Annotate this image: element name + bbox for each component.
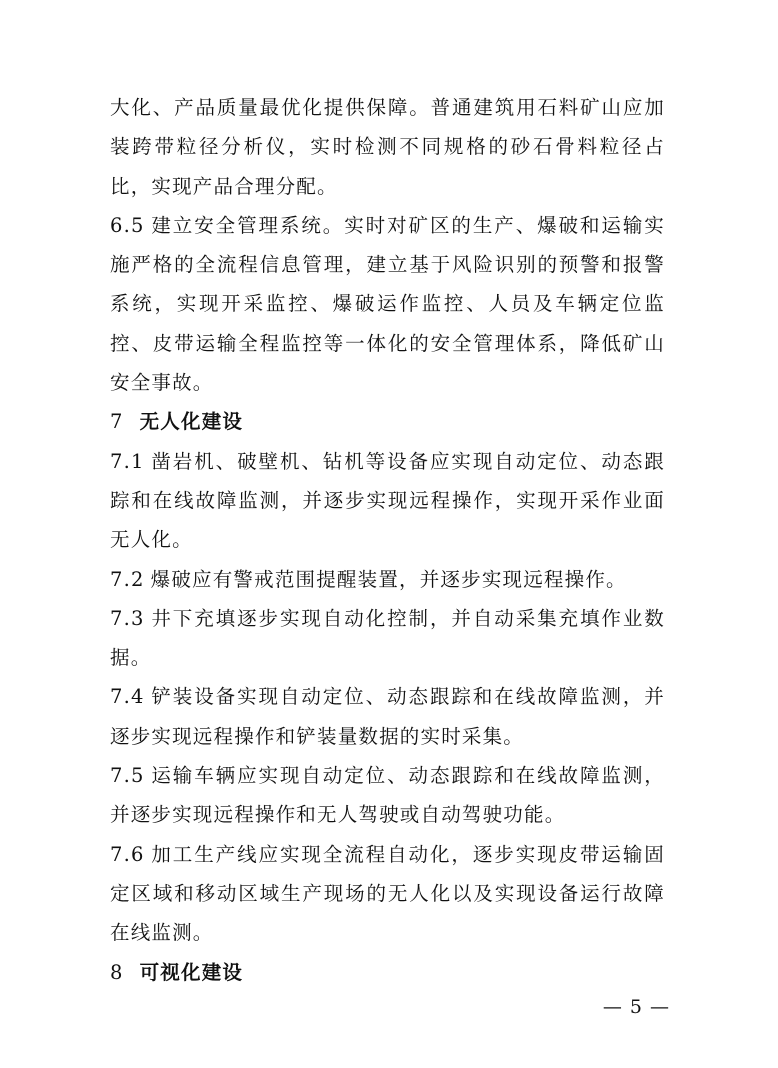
section-number: 6.5 xyxy=(110,213,145,237)
paragraph-7-2: 7.2 爆破应有警戒范围提醒装置，并逐步实现远程操作。 xyxy=(110,567,627,591)
section-number: 7.3 xyxy=(110,606,145,630)
paragraph-continuation: 大化、产品质量最优化提供保障。普通建筑用石料矿山应加装跨带粒径分析仪，实时检测不同规格的砂石骨料粒径占比，实现产品合理分配。 xyxy=(110,96,665,198)
section-number: 7.2 xyxy=(110,567,145,591)
paragraph-7-5: 7.5 运输车辆应实现自动定位、动态跟踪和在线故障监测，并逐步实现远程操作和无人驾驶或自动驾驶功能。 xyxy=(110,764,665,827)
page-number: — 5 — xyxy=(602,996,670,1018)
paragraph-6-5: 6.5 建立安全管理系统。实时对矿区的生产、爆破和运输实施严格的全流程信息管理，建立基于风险识别的预警和报警系统，实现开采监控、爆破运作监控、人员及车辆定位监控、皮带运输全程监控等一体化的安全管理体系，降低矿山安全事故。 xyxy=(110,213,665,395)
document-body xyxy=(110,88,665,992)
section-number: 7 xyxy=(110,410,124,434)
section-number: 7.5 xyxy=(110,764,145,788)
section-number: 7.4 xyxy=(110,685,145,709)
paragraph-7-3: 7.3 井下充填逐步实现自动化控制，并自动采集充填作业数据。 xyxy=(110,606,665,670)
paragraph-7-4: 7.4 铲装设备实现自动定位、动态跟踪和在线故障监测，并逐步实现远程操作和铲装量数据的实时采集。 xyxy=(110,685,665,748)
paragraph-7-1: 7.1 凿岩机、破壁机、钻机等设备应实现自动定位、动态跟踪和在线故障监测，并逐步实现远程操作，实现开采作业面无人化。 xyxy=(110,449,665,552)
section-heading-7: 7 无人化建设 xyxy=(110,410,244,434)
section-number: 7.6 xyxy=(110,842,145,866)
section-heading-8: 8 可视化建设 xyxy=(110,960,244,984)
paragraph-7-6: 7.6 加工生产线应实现全流程自动化，逐步实现皮带运输固定区域和移动区域生产现场的无人化以及实现设备运行故障在线监测。 xyxy=(110,842,665,945)
section-number: 7.1 xyxy=(110,449,145,473)
section-number: 8 xyxy=(110,960,124,984)
